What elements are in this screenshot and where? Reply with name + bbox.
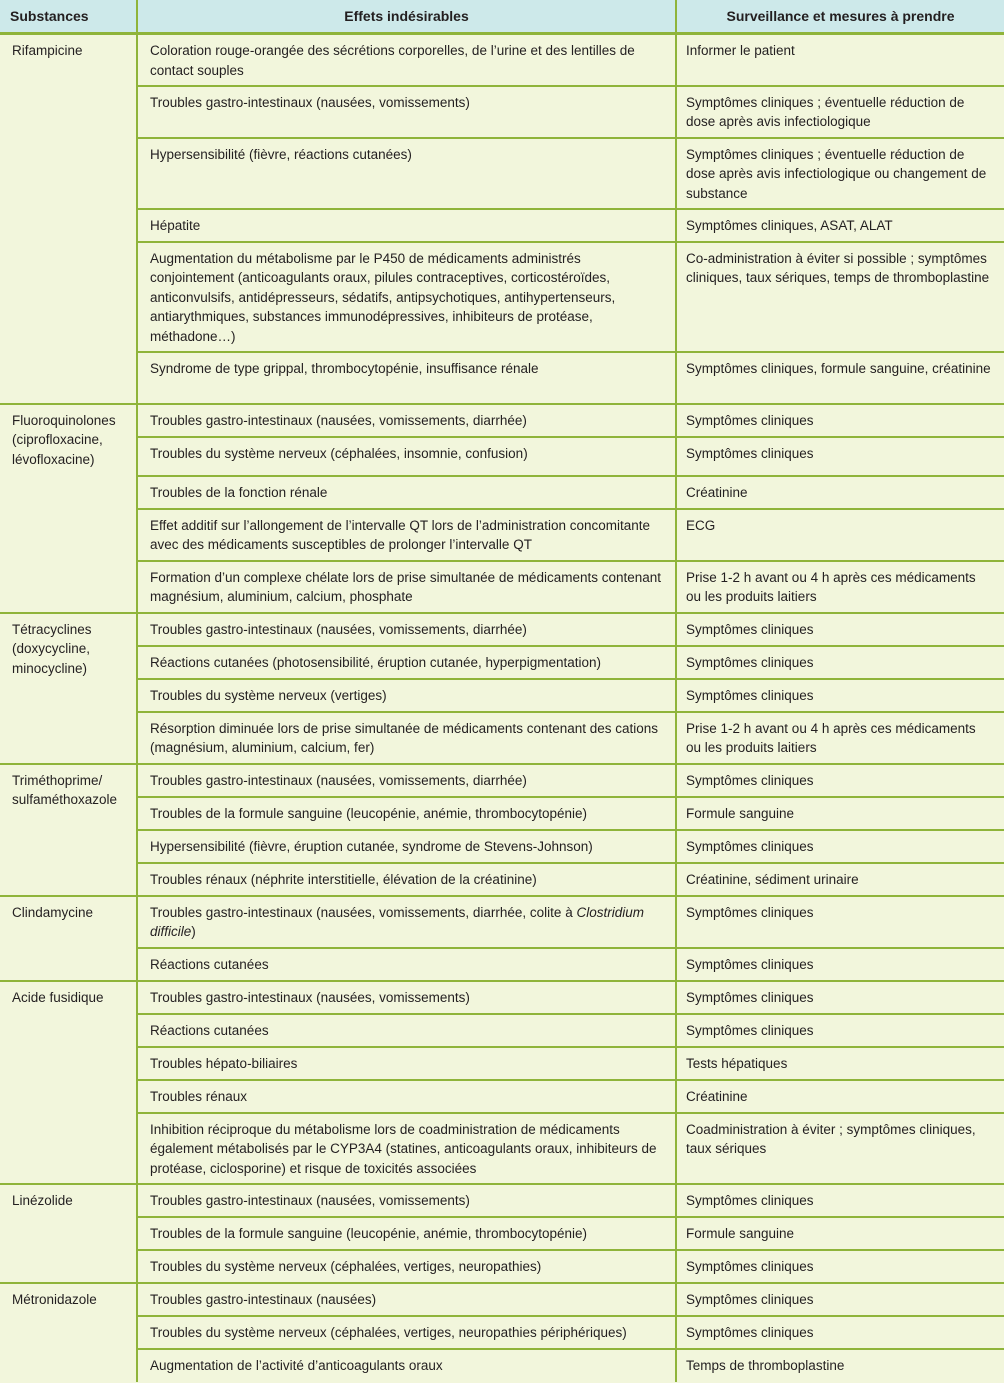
effect-cell bbox=[137, 1316, 676, 1349]
table-row bbox=[0, 1349, 1004, 1382]
effect-text: Troubles rénaux (néphrite interstitielle, élévation de la créatinine) bbox=[150, 871, 537, 887]
table-row bbox=[0, 764, 1004, 797]
effect-cell bbox=[137, 437, 676, 476]
effect-text: Troubles rénaux bbox=[150, 1088, 248, 1104]
effect-text: Troubles du système nerveux (vertiges) bbox=[150, 687, 387, 703]
effect-cell bbox=[137, 404, 676, 437]
effect-text: Troubles de la formule sanguine (leucopénie, anémie, thrombocytopénie) bbox=[150, 1225, 588, 1241]
monitoring-cell: Symptômes cliniques, ASAT, ALAT bbox=[676, 209, 1004, 242]
table-row bbox=[0, 352, 1004, 404]
substance-cell: Acide fusidique bbox=[0, 981, 137, 1184]
substance-cell: Fluoroquinolones (ciprofloxacine, lévofloxacine) bbox=[0, 404, 137, 613]
header-effects: Effets indésirables bbox=[137, 0, 676, 34]
monitoring-cell: Symptômes cliniques bbox=[676, 613, 1004, 646]
effect-text: Troubles gastro-intestinaux (nausées, vomissements, diarrhée) bbox=[150, 772, 527, 788]
effect-text: Troubles gastro-intestinaux (nausées) bbox=[150, 1291, 377, 1307]
monitoring-cell: Symptômes cliniques bbox=[676, 948, 1004, 981]
effect-cell bbox=[137, 1014, 676, 1047]
effect-text: Troubles gastro-intestinaux (nausées, vomissements) bbox=[150, 94, 470, 110]
effect-cell bbox=[137, 764, 676, 797]
table-row bbox=[0, 437, 1004, 476]
table-row bbox=[0, 948, 1004, 981]
effect-text: Réactions cutanées (photosensibilité, éruption cutanée, hyperpigmentation) bbox=[150, 654, 602, 670]
effect-cell bbox=[137, 561, 676, 613]
effect-cell bbox=[137, 1349, 676, 1382]
header-monitoring: Surveillance et mesures à prendre bbox=[676, 0, 1004, 34]
table-row bbox=[0, 476, 1004, 509]
table-row bbox=[0, 1014, 1004, 1047]
effect-text: Coloration rouge-orangée des sécrétions corporelles, de l’urine et des lentilles de contact souples bbox=[150, 43, 635, 78]
monitoring-cell: Symptômes cliniques bbox=[676, 646, 1004, 679]
effect-text: Troubles du système nerveux (céphalées, vertiges, neuropathies périphériques) bbox=[150, 1324, 627, 1340]
effect-text-suffix: ) bbox=[191, 924, 196, 939]
table-row bbox=[0, 1283, 1004, 1316]
effect-cell bbox=[137, 1217, 676, 1250]
effect-text: Effet additif sur l’allongement de l’intervalle QT lors de l’administration concomitante avec des médicaments susceptibles de prolonger l’intervalle QT bbox=[150, 517, 651, 552]
effect-cell bbox=[137, 863, 676, 896]
table-row bbox=[0, 981, 1004, 1014]
table-row bbox=[0, 830, 1004, 863]
effect-cell bbox=[137, 797, 676, 830]
effect-cell bbox=[137, 948, 676, 981]
effect-cell bbox=[137, 830, 676, 863]
monitoring-cell: Prise 1-2 h avant ou 4 h après ces médicaments ou les produits laitiers bbox=[676, 712, 1004, 764]
table-row bbox=[0, 863, 1004, 896]
effect-cell bbox=[137, 1080, 676, 1113]
effect-cell bbox=[137, 613, 676, 646]
effect-text: Hypersensibilité (fièvre, réactions cutanées) bbox=[150, 146, 412, 162]
monitoring-cell: Symptômes cliniques bbox=[676, 981, 1004, 1014]
effect-cell bbox=[137, 242, 676, 352]
effect-text: Hypersensibilité (fièvre, éruption cutanée, syndrome de Stevens-Johnson) bbox=[150, 838, 593, 854]
monitoring-cell: Formule sanguine bbox=[676, 1217, 1004, 1250]
effect-text: Augmentation de l’activité d’anticoagulants oraux bbox=[150, 1357, 443, 1373]
monitoring-cell: Créatinine, sédiment urinaire bbox=[676, 863, 1004, 896]
effect-text: Troubles gastro-intestinaux (nausées, vomissements, diarrhée) bbox=[150, 621, 527, 637]
effect-text: Réactions cutanées bbox=[150, 1022, 269, 1038]
table-row bbox=[0, 797, 1004, 830]
monitoring-cell: Créatinine bbox=[676, 1080, 1004, 1113]
monitoring-cell: Créatinine bbox=[676, 476, 1004, 509]
effect-cell bbox=[137, 34, 676, 86]
effect-cell bbox=[137, 352, 676, 404]
monitoring-cell: Symptômes cliniques bbox=[676, 437, 1004, 476]
effect-cell bbox=[137, 712, 676, 764]
table-row bbox=[0, 1080, 1004, 1113]
substance-cell: Linézolide bbox=[0, 1184, 137, 1283]
table-row bbox=[0, 896, 1004, 948]
substance-cell: Triméthoprime/ sulfaméthoxazole bbox=[0, 764, 137, 896]
effect-text: Troubles de la fonction rénale bbox=[150, 484, 328, 500]
table-row bbox=[0, 86, 1004, 138]
substance-cell: Rifampicine bbox=[0, 34, 137, 404]
effect-cell bbox=[137, 209, 676, 242]
monitoring-cell: Tests hépatiques bbox=[676, 1047, 1004, 1080]
effect-cell bbox=[137, 1184, 676, 1217]
table-row bbox=[0, 242, 1004, 352]
monitoring-cell: Co-administration à éviter si possible ; symptômes cliniques, taux sériques, temps de thromboplastine bbox=[676, 242, 1004, 352]
effect-text: Troubles de la formule sanguine (leucopénie, anémie, thrombocytopénie) bbox=[150, 805, 588, 821]
effect-text: Troubles gastro-intestinaux (nausées, vomissements, diarrhée) bbox=[150, 412, 527, 428]
monitoring-cell: Symptômes cliniques bbox=[676, 404, 1004, 437]
effect-cell bbox=[137, 86, 676, 138]
effect-cell bbox=[137, 138, 676, 209]
effect-text-italic: Clostridium difficile bbox=[150, 904, 644, 939]
table-row bbox=[0, 712, 1004, 764]
effect-text: Réactions cutanées bbox=[150, 956, 269, 972]
effect-cell bbox=[137, 679, 676, 712]
effect-cell bbox=[137, 1113, 676, 1184]
monitoring-cell: Symptômes cliniques bbox=[676, 764, 1004, 797]
monitoring-cell: Symptômes cliniques bbox=[676, 1250, 1004, 1283]
monitoring-cell: Formule sanguine bbox=[676, 797, 1004, 830]
table-row bbox=[0, 1316, 1004, 1349]
effect-text: Troubles gastro-intestinaux (nausées, vomissements) bbox=[150, 1192, 470, 1208]
effect-text: Formation d’un complexe chélate lors de prise simultanée de médicaments contenant magnésium, aluminium, calcium, phosphate bbox=[150, 569, 662, 604]
effect-text: Troubles gastro-intestinaux (nausées, vomissements, diarrhée, colite à bbox=[150, 904, 573, 920]
header-row bbox=[0, 0, 1004, 34]
monitoring-cell: Temps de thromboplastine bbox=[676, 1349, 1004, 1382]
substance-cell: Métronidazole bbox=[0, 1283, 137, 1382]
effect-cell bbox=[137, 646, 676, 679]
monitoring-cell: Symptômes cliniques, formule sanguine, créatinine bbox=[676, 352, 1004, 404]
table-body bbox=[0, 34, 1004, 1382]
table-row bbox=[0, 404, 1004, 437]
table-row bbox=[0, 1217, 1004, 1250]
monitoring-cell: Symptômes cliniques bbox=[676, 1283, 1004, 1316]
table-row bbox=[0, 34, 1004, 86]
table-row bbox=[0, 646, 1004, 679]
effect-cell bbox=[137, 1283, 676, 1316]
table-row bbox=[0, 1047, 1004, 1080]
effect-text: Troubles du système nerveux (céphalées, vertiges, neuropathies) bbox=[150, 1258, 542, 1274]
effect-cell bbox=[137, 1250, 676, 1283]
table-row bbox=[0, 138, 1004, 209]
monitoring-cell: Symptômes cliniques bbox=[676, 1014, 1004, 1047]
monitoring-cell: Symptômes cliniques ; éventuelle réduction de dose après avis infectiologique ou changement de substance bbox=[676, 138, 1004, 209]
effect-cell bbox=[137, 1047, 676, 1080]
table-row bbox=[0, 613, 1004, 646]
table-row bbox=[0, 561, 1004, 613]
monitoring-cell: Symptômes cliniques bbox=[676, 679, 1004, 712]
effect-cell bbox=[137, 981, 676, 1014]
effect-text: Troubles gastro-intestinaux (nausées, vomissements) bbox=[150, 989, 470, 1005]
substance-cell: Tétracyclines (doxycycline, minocycline) bbox=[0, 613, 137, 764]
table-row bbox=[0, 1113, 1004, 1184]
monitoring-cell: Symptômes cliniques bbox=[676, 896, 1004, 948]
effect-cell bbox=[137, 476, 676, 509]
table-row bbox=[0, 509, 1004, 561]
table-row bbox=[0, 679, 1004, 712]
header-substances: Substances bbox=[0, 0, 137, 34]
effect-text: Augmentation du métabolisme par le P450 de médicaments administrés conjointement (anticoagulants oraux, pilules contraceptives, corticostéroïdes, anticonvulsifs, antidépresseurs, sédatifs, antipsychotiques, antihypertenseurs, antiarythmiques, substances immunodépressives, inhibiteurs de protéase, méthadone…) bbox=[150, 250, 616, 344]
table-row bbox=[0, 1184, 1004, 1217]
effect-text: Troubles hépato-biliaires bbox=[150, 1055, 298, 1071]
effect-cell bbox=[137, 896, 676, 948]
effect-text: Troubles du système nerveux (céphalées, insomnie, confusion) bbox=[150, 445, 528, 461]
monitoring-cell: Prise 1-2 h avant ou 4 h après ces médicaments ou les produits laitiers bbox=[676, 561, 1004, 613]
monitoring-cell: Symptômes cliniques ; éventuelle réduction de dose après avis infectiologique bbox=[676, 86, 1004, 138]
table-row bbox=[0, 1250, 1004, 1283]
monitoring-cell: ECG bbox=[676, 509, 1004, 561]
monitoring-cell: Symptômes cliniques bbox=[676, 830, 1004, 863]
table-row bbox=[0, 209, 1004, 242]
monitoring-cell: Symptômes cliniques bbox=[676, 1316, 1004, 1349]
substance-cell: Clindamycine bbox=[0, 896, 137, 981]
effect-text: Syndrome de type grippal, thrombocytopénie, insuffisance rénale bbox=[150, 360, 539, 376]
effect-text: Inhibition réciproque du métabolisme lors de coadministration de médicaments également métabolisés par le CYP3A4 (statines, anticoagulants oraux, inhibiteurs de protéase, ciclosporine) et risque de toxicités associées bbox=[150, 1121, 657, 1176]
effect-text: Hépatite bbox=[150, 217, 201, 233]
effect-cell bbox=[137, 509, 676, 561]
monitoring-cell: Coadministration à éviter ; symptômes cliniques, taux sériques bbox=[676, 1113, 1004, 1184]
effect-text: Résorption diminuée lors de prise simultanée de médicaments contenant des cations (magnésium, aluminium, calcium, fer) bbox=[150, 720, 659, 755]
monitoring-cell: Symptômes cliniques bbox=[676, 1184, 1004, 1217]
monitoring-cell: Informer le patient bbox=[676, 34, 1004, 86]
